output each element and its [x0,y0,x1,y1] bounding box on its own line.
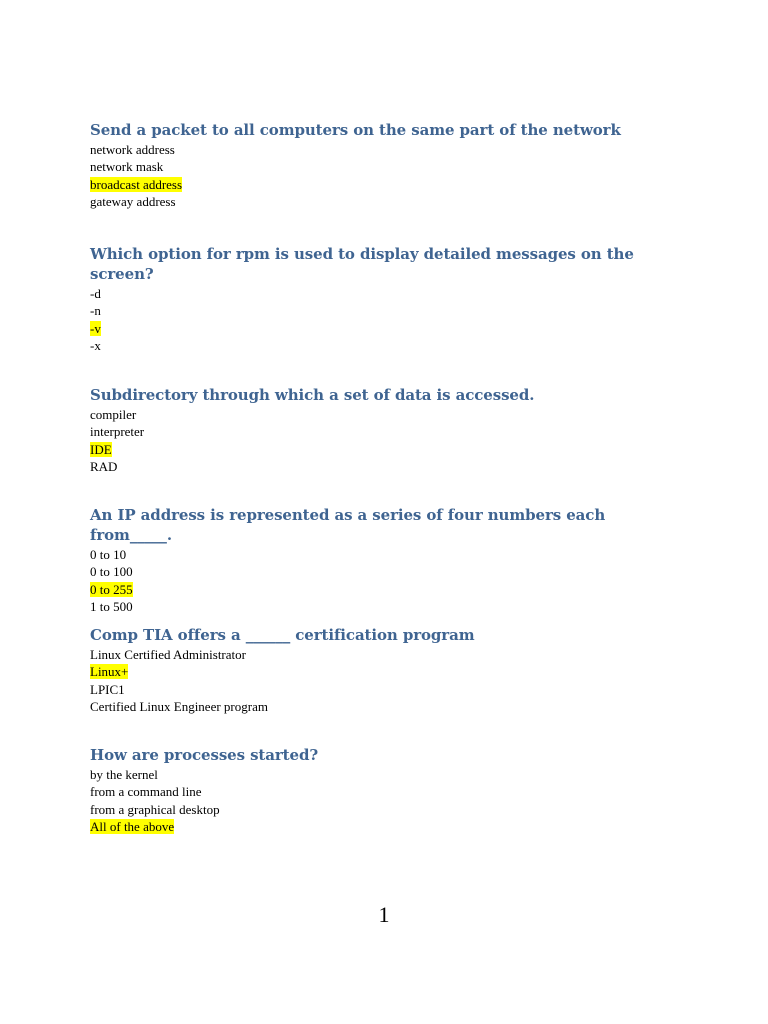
answer-option: 1 to 500 [90,599,133,615]
answer-option-highlighted: -v [90,320,101,336]
answer-option: from a graphical desktop [90,801,220,817]
answer-option-highlighted: IDE [90,441,112,457]
answer-option: gateway address [90,194,176,210]
question-text: How are processes started? [90,746,319,764]
answer-option-highlighted: broadcast address [90,176,183,192]
answer-option-highlighted: All of the above [90,819,175,835]
answer-option: compiler [90,407,137,422]
answer-option: network address [90,142,175,157]
question-block [90,505,680,616]
answer-options [90,285,680,355]
question-text: An IP address is represented as a series of four numbers each from_____. [90,506,606,544]
answer-option: Certified Linux Engineer program [90,699,268,715]
answer-option: RAD [90,459,118,475]
question-text: Subdirectory through which a set of data is accessed. [90,386,535,404]
answer-option-highlighted: 0 to 255 [90,581,133,597]
answer-options [90,646,680,716]
answer-option: from a command line [90,784,202,800]
answer-option: network mask [90,159,164,175]
answer-option: interpreter [90,424,145,440]
question-block [90,385,680,476]
answer-option: Linux Certified Administrator [90,647,246,662]
answer-options [90,766,680,836]
answer-options [90,546,680,616]
answer-option: -d [90,286,101,301]
question-block [90,625,680,716]
answer-option: 0 to 10 [90,547,127,562]
answer-options [90,406,680,476]
question-block [90,745,680,836]
question-text: Which option for rpm is used to display detailed messages on the screen? [90,245,634,283]
answer-option: -x [90,338,101,354]
question-block [90,244,680,355]
page-number: 1 [378,902,390,927]
answer-option: by the kernel [90,767,158,782]
answer-option: 0 to 100 [90,564,133,580]
answer-option: -n [90,303,101,319]
answer-option: LPIC1 [90,681,125,697]
question-block [90,120,680,211]
question-text: Comp TIA offers a ______ certification program [90,626,475,644]
question-text: Send a packet to all computers on the same part of the network [90,121,621,139]
answer-options [90,141,680,211]
answer-option-highlighted: Linux+ [90,664,129,680]
